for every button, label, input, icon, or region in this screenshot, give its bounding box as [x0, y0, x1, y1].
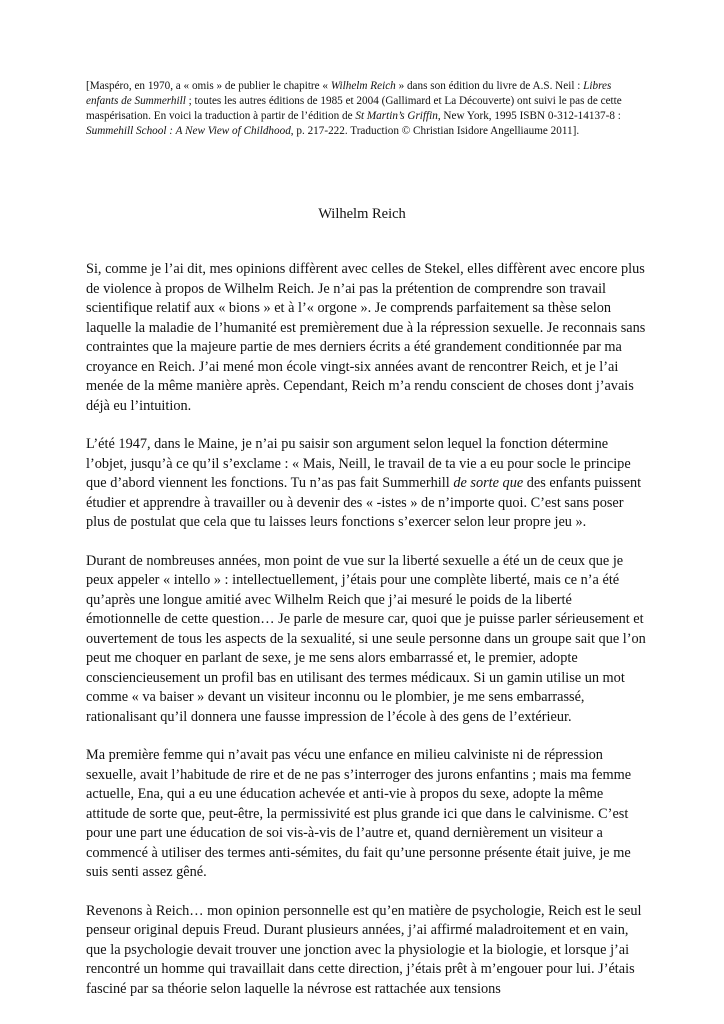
- note-text: , p. 217-222. Traduction © Christian Isidore Angelliaume 2011].: [290, 125, 580, 138]
- paragraph: Durant de nombreuses années, mon point de vue sur la liberté sexuelle a été un de ceux que je peux appeler « intello » : intellectuellement, j’étais pour une complète liberté, mais ce n’a été qu’après une longue amitié avec Wilhelm Reich que j’ai mesuré le poids de la liberté émotionnelle de cette question… Je parle de mesure car, quoi que je puisse parler sérieusement et ouvertement de tous les aspects de la sexualité, si une seule personne dans un groupe sait que l’on peut me choquer en parlant de sexe, je me sens alors embarrassé et, le premier, adopte consciencieusement un profil bas en utilisant des termes médicaux. Si un gamin utilise un mot comme « va baiser » devant un visiteur inconnu ou le plombier, je me sens embarrassé, rationalisant qu’il donnera une fausse impression de l’école à des gens de l’extérieur.: [86, 552, 646, 725]
- note-book-title: Libres enfants de Summerhill: [86, 80, 612, 108]
- note-publisher: St Martin’s Griffin: [355, 110, 438, 123]
- paragraph-emphasis: de sorte que: [453, 475, 524, 491]
- paragraph-text: des enfants puissent étudier et apprendre à travailler ou à devenir des « -istes » de n’importe quoi. C’est sans poser plus de postulat que cela que tu laisses leurs fonctions s’exercer selon leur propre jeu ».: [86, 475, 642, 530]
- note-text: » dans son édition du livre de A.S. Neil :: [395, 80, 584, 92]
- chapter-body: [86, 260, 648, 999]
- paragraph: Si, comme je l’ai dit, mes opinions diffèrent avec celles de Stekel, elles diffèrent avec encore plus de violence à propos de Wilhelm Reich. Je n’ai pas la prétention de comprendre son travail scientifique relatif aux « bions » et à l’« orgone ». Je comprends parfaitement sa thèse selon laquelle la maladie de l’humanité est premièrement due à la répression sexuelle. Je reconnais sans contraintes que la majeure partie de mes derniers écrits a été grandement conditionnée par ma croyance en Reich. J’ai mené mon école vingt-six années avant de rencontrer Reich, et je l’ai menée de la même manière après. Cependant, Reich m’a rendu conscient de choses dont j’avais déjà eu l’intuition.: [86, 261, 646, 414]
- paragraph: Ma première femme qui n’avait pas vécu une enfance en milieu calviniste ni de répression sexuelle, avait l’habitude de rire et de ne pas s’interroger des jurons enfantins ; mais ma femme actuelle, Ena, qui a eu une éducation achevée et anti-vie à propos du sexe, adopte la même attitude de sorte que, peut-être, la permissivité est plus grande ici que dans le calvinisme. C’est pour une part une éducation de soi vis-à-vis de l’autre et, quand dernièrement un visiteur a commencé à utiliser des termes anti-sémites, du fait qu’une personne présente était juive, je me suis senti assez gêné.: [86, 747, 632, 880]
- note-text: ; toutes les autres éditions de 1985 et 2004 (Gallimard et La Découverte) ont suivi le pas de cette maspérisation. En voici la traduction à partir de l’édition de: [86, 95, 622, 123]
- note-text: [Maspéro, en 1970, a « omis » de publier le chapitre «: [86, 80, 331, 92]
- paragraph: [86, 435, 648, 533]
- note-edition-title: Summehill School : A New View of Childhood: [86, 125, 291, 138]
- translator-note: [86, 79, 646, 139]
- note-text: , New York, 1995 ISBN 0-312-14137-8 :: [437, 110, 621, 123]
- chapter-title: Wilhelm Reich: [318, 206, 406, 222]
- note-chapter-title: Wilhelm Reich: [330, 80, 396, 92]
- paragraph-text: L’été 1947, dans le Maine, je n’ai pu saisir son argument selon lequel la fonction détermine l’objet, jusqu’à ce qu’il s’exclame : « Mais, Neill, le travail de ta vie a eu pour socle le principe que d’abord viennent les fonctions. Tu n’as pas fait Summerhill: [86, 436, 631, 491]
- paragraph: Revenons à Reich… mon opinion personnelle est qu’en matière de psychologie, Reich est le seul penseur original depuis Freud. Durant plusieurs années, j’ai affirmé maladroitement et en vain, que la psychologie devait trouver une jonction avec la physiologie et la biologie, et lorsque j’ai rencontré un homme qui travaillait dans cette direction, j’étais prêt à m’engouer pour lui. J’étais fasciné par sa théorie selon laquelle la névrose est rattachée aux tensions: [86, 902, 642, 997]
